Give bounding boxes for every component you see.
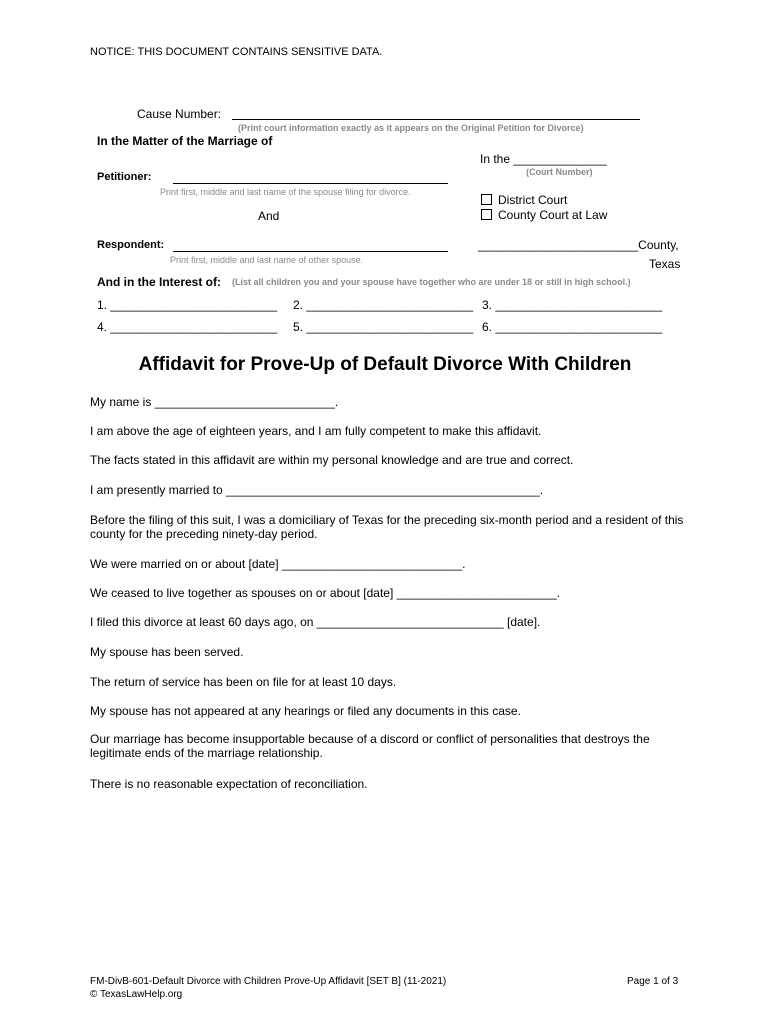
county-field[interactable]: ________________________County, [478, 238, 679, 252]
residency-statement: Before the filing of this suit, I was a domiciliary of Texas for the preceding six-month period and a resident of this county for the preceding ninety-day period. [90, 513, 684, 541]
age-competency-statement: I am above the age of eighteen years, and I am fully competent to make this affidavit. [90, 424, 542, 438]
footer-page-number: Page 1 of 3 [627, 976, 679, 987]
petitioner-name-field[interactable] [173, 183, 448, 184]
cause-number-label: Cause Number: [137, 107, 222, 121]
respondent-name-field[interactable] [173, 251, 448, 252]
filing-date-statement: I filed this divorce at least 60 days ago, on ____________________________ [date]. [90, 615, 541, 629]
affiant-name-statement: My name is ___________________________. [90, 395, 339, 409]
child-field-2[interactable]: 2. _________________________ [293, 298, 474, 312]
sensitive-data-notice: NOTICE: THIS DOCUMENT CONTAINS SENSITIVE DATA. [90, 46, 383, 58]
county-court-checkbox[interactable] [481, 209, 492, 220]
respondent-hint: Print first, middle and last name of other spouse. [170, 255, 364, 265]
petitioner-label: Petitioner: [97, 171, 152, 183]
interest-hint: (List all children you and your spouse have together who are under 18 or still in high school.) [232, 277, 631, 287]
no-appearance-statement: My spouse has not appeared at any hearings or filed any documents in this case. [90, 704, 521, 718]
petitioner-hint: Print first, middle and last name of the spouse filing for divorce. [160, 187, 411, 197]
child-field-5[interactable]: 5. _________________________ [293, 320, 474, 334]
texas-label: Texas [649, 257, 681, 271]
county-court-label: County Court at Law [498, 208, 608, 222]
district-court-label: District Court [498, 193, 568, 207]
court-number-hint: (Court Number) [526, 167, 593, 177]
document-title: Affidavit for Prove-Up of Default Divorce With Children [138, 354, 632, 375]
cause-number-field[interactable] [232, 119, 640, 120]
interest-label: And in the Interest of: [97, 275, 221, 289]
service-statement: My spouse has been served. [90, 645, 244, 659]
footer-copyright: © TexasLawHelp.org [90, 989, 183, 1000]
personal-knowledge-statement: The facts stated in this affidavit are within my personal knowledge and are true and correct. [90, 453, 574, 467]
footer-form-id: FM-DivB-601-Default Divorce with Children Prove-Up Affidavit [SET B] (11-2021) [90, 976, 447, 987]
respondent-label: Respondent: [97, 239, 165, 251]
child-field-6[interactable]: 6. _________________________ [482, 320, 663, 334]
child-field-1[interactable]: 1. _________________________ [97, 298, 278, 312]
return-of-service-statement: The return of service has been on file for at least 10 days. [90, 675, 397, 689]
no-reconciliation-statement: There is no reasonable expectation of reconciliation. [90, 777, 368, 791]
marriage-date-statement: We were married on or about [date] ___________________________. [90, 557, 466, 571]
child-field-4[interactable]: 4. _________________________ [97, 320, 278, 334]
district-court-checkbox[interactable] [481, 194, 492, 205]
insupportability-statement: Our marriage has become insupportable because of a discord or conflict of personalities that destroys the legitimate ends of the marriage relationship. [90, 732, 650, 760]
court-number-field[interactable]: In the ______________ [480, 152, 607, 166]
cause-number-hint: (Print court information exactly as it appears on the Original Petition for Divorce) [238, 123, 584, 133]
child-field-3[interactable]: 3. _________________________ [482, 298, 663, 312]
separation-date-statement: We ceased to live together as spouses on or about [date] ________________________. [90, 586, 561, 600]
matter-label: In the Matter of the Marriage of [97, 134, 273, 148]
spouse-name-statement: I am presently married to _______________________________________________. [90, 483, 544, 497]
and-label: And [258, 209, 280, 223]
